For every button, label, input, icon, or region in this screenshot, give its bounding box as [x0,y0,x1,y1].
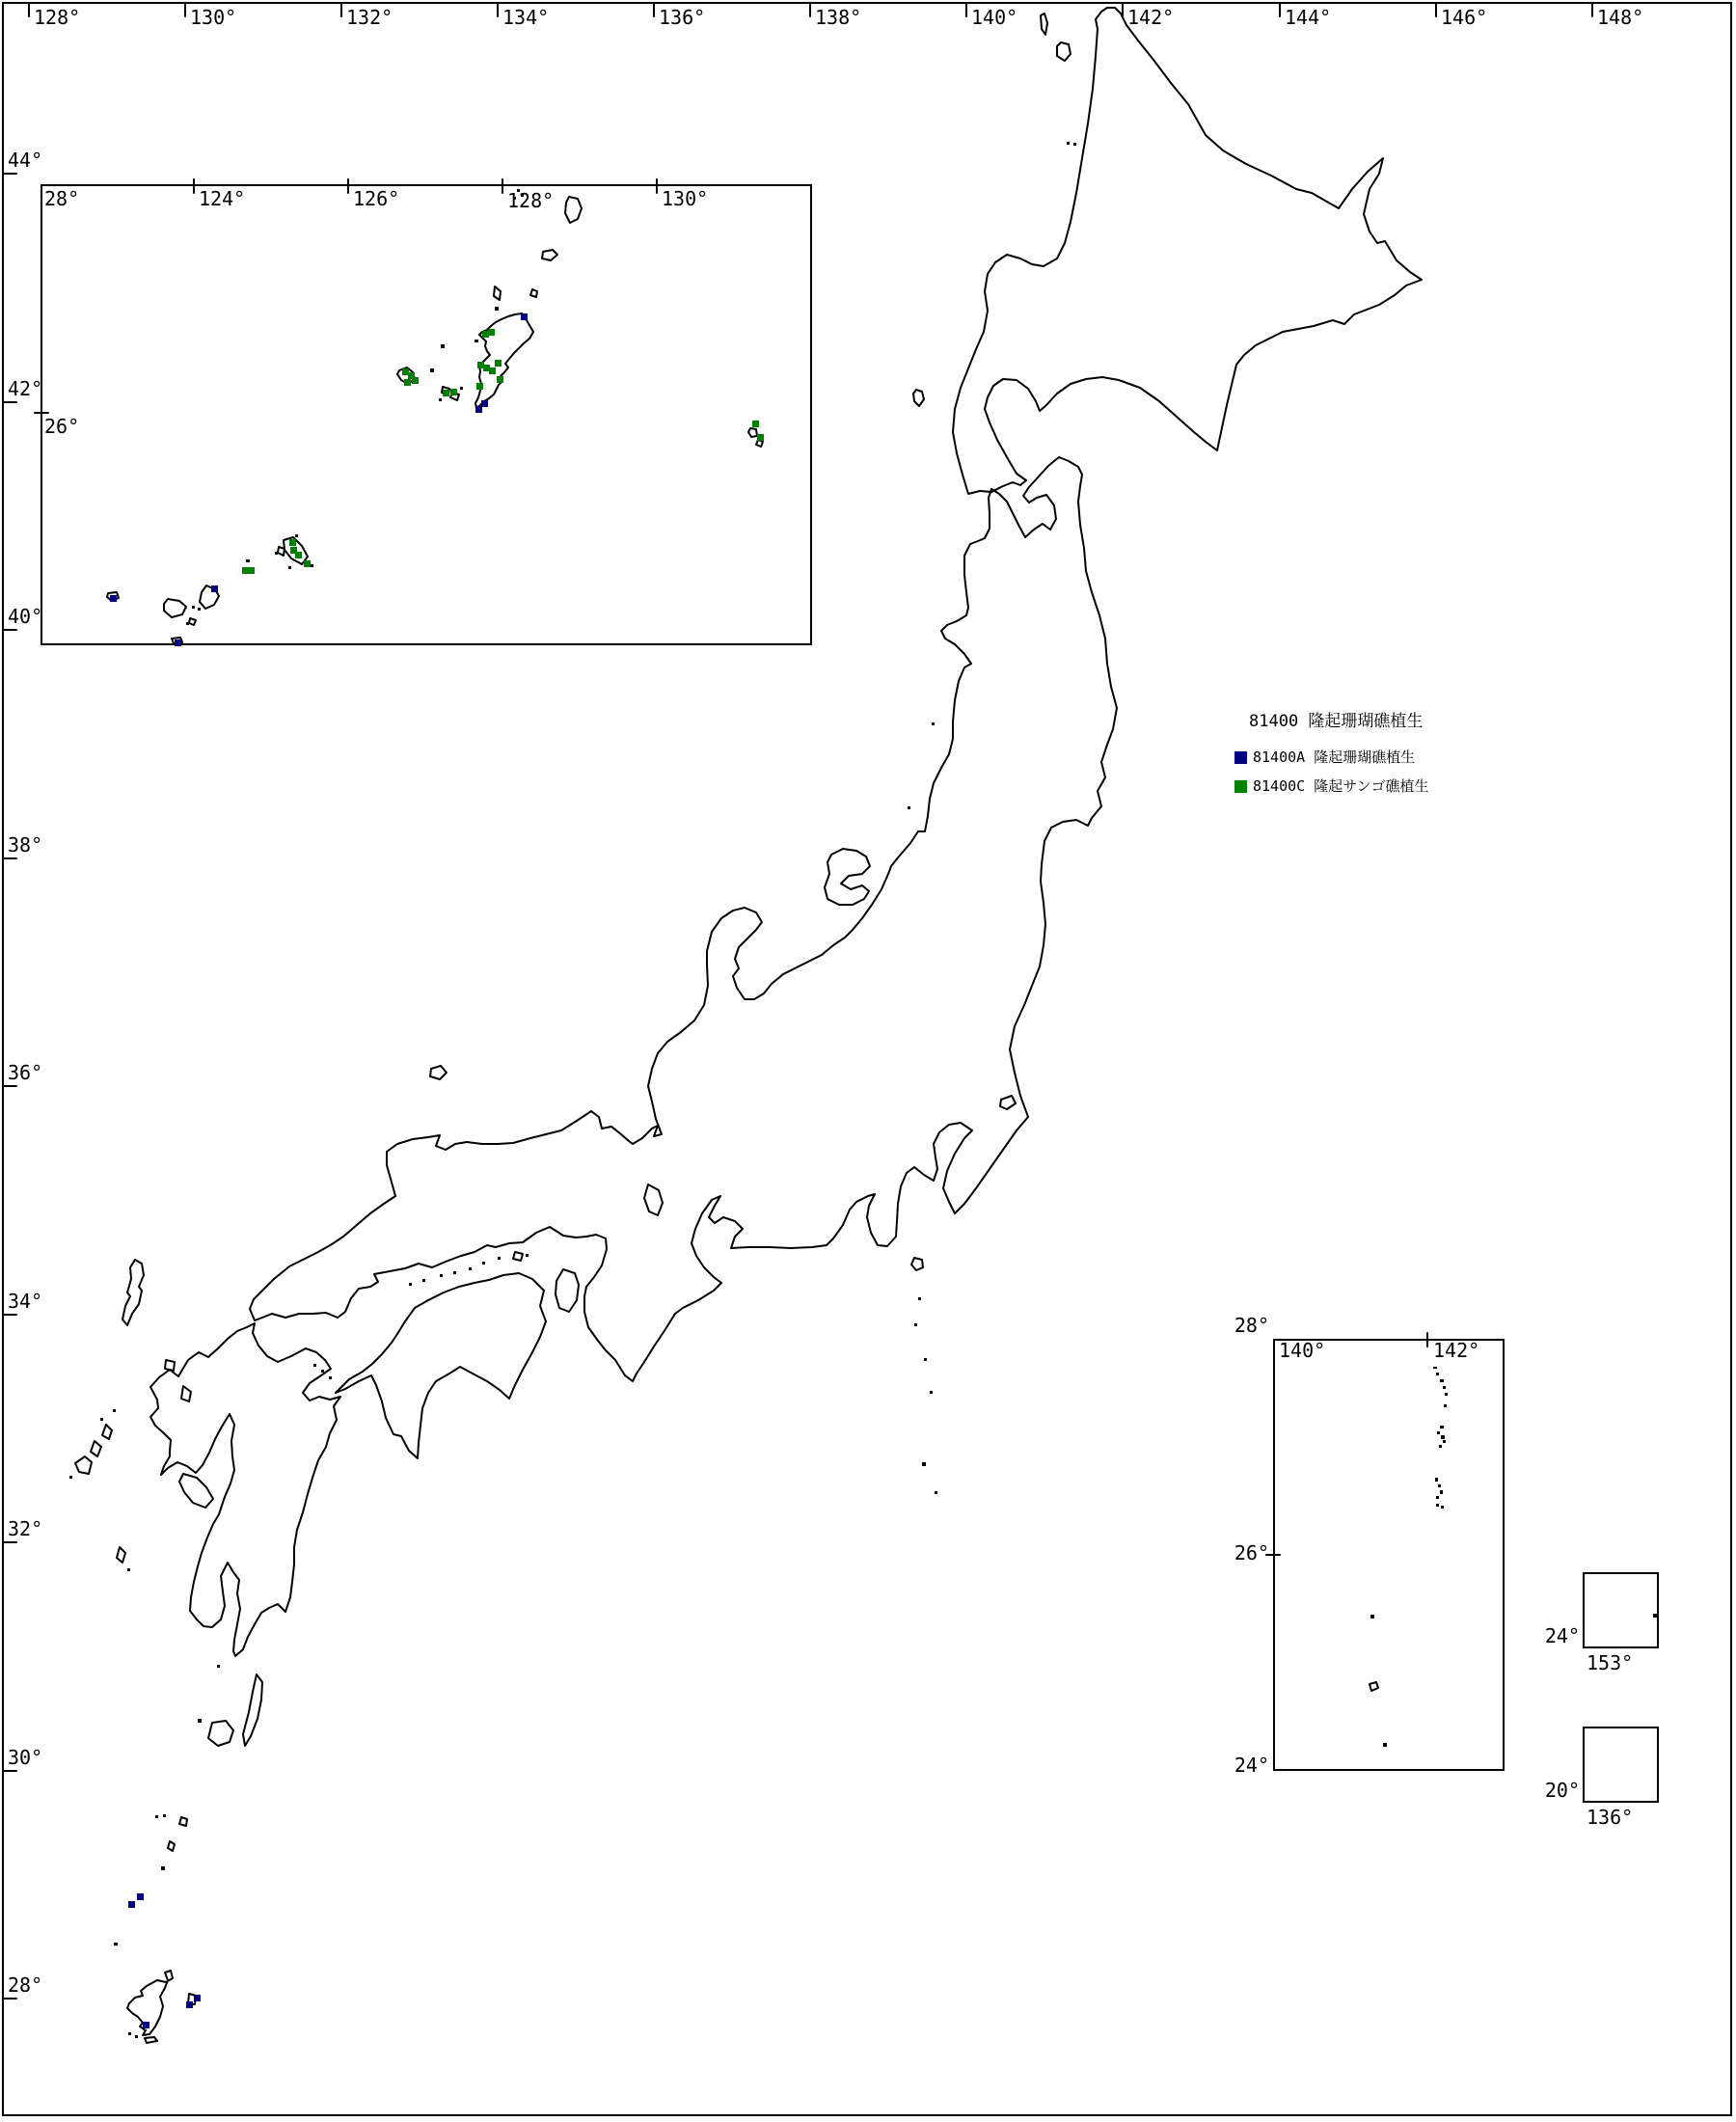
yoron-inset-outline [530,289,537,297]
okinoerabu-inset-outline [542,250,557,260]
axis-label: 40° [8,605,43,628]
distribution-marker-81400C [497,376,503,383]
axis-label: 28° [8,1973,43,1997]
axis-label: 42° [8,377,43,400]
kyushu-outline [150,1323,340,1656]
rebun-outline [1041,14,1047,35]
shodoshima-outline [513,1252,523,1261]
distribution-marker-81400A [475,406,482,413]
axis-label: 144° [1285,6,1332,29]
main-axis-ticks [3,3,1592,1999]
amami-outline [127,1971,173,2035]
awaji-outline [556,1269,579,1312]
distribution-marker-81400C [752,421,759,427]
axis-label: 26° [1234,1541,1269,1564]
distribution-marker-81400C [757,434,764,441]
kuroshima-inset-outline [189,618,196,625]
distribution-marker-81400C [248,567,255,574]
axis-label: 140° [1279,1339,1326,1362]
legend-item-81400C [1234,779,1428,794]
axis-label: 142° [1127,6,1175,29]
distribution-marker-81400A [175,639,181,646]
axis-label: 24° [1234,1754,1269,1777]
axis-label: 153° [1587,1651,1634,1674]
axis-label: 28° [44,187,80,210]
distribution-marker-81400A [211,585,218,592]
distribution-marker-81400C [476,383,483,390]
axis-label: 136° [1587,1806,1634,1829]
hirado-outline [181,1386,191,1401]
distribution-marker-81400C [443,390,449,396]
legend-item-label: 81400A 隆起珊瑚礁植生 [1253,748,1416,766]
axis-label: 140° [971,6,1018,29]
axis-label: 146° [1441,6,1488,29]
oki-outline [430,1066,447,1079]
axis-label: 32° [8,1517,43,1540]
distribution-marker-81400C [450,389,457,395]
shikoku-outline [336,1273,546,1458]
kakeroma-outline [145,2037,157,2043]
tanegashima-outline [243,1674,262,1746]
distribution-marker-81400A [521,313,528,320]
iheya-inset-outline [494,286,501,300]
axis-label: 44° [8,149,43,172]
yakushima-outline [208,1721,233,1746]
distribution-marker-81400A [194,1995,201,2001]
okinawa-inset-outline [475,313,533,408]
ryukyu-inset-ticks [35,179,657,413]
lake-biwa-outline [644,1184,663,1215]
distribution-marker-81400C [295,552,302,558]
tokara-outline [168,1817,187,1851]
tsushima-outline [122,1260,144,1325]
distribution-marker-81400C [412,377,419,384]
distribution-marker-81400C [289,539,296,546]
rishiri-outline [1057,42,1071,61]
distribution-marker-81400A [137,1893,144,1900]
legend-title: 81400 隆起珊瑚礁植生 [1249,712,1424,731]
amakusa-outline [179,1474,213,1508]
distribution-marker-81400C [488,329,495,336]
axis-label: 132° [346,6,393,29]
axis-label: 124° [199,187,246,210]
axis-label: 136° [659,6,706,29]
koshiki-outline [117,1547,125,1563]
distribution-marker-81400A [128,1901,135,1908]
axis-label: 128° [34,6,81,29]
distribution-marker-81400A [110,595,117,602]
kasumigaura-outline [1000,1096,1016,1109]
axis-label: 134° [502,6,550,29]
distribution-marker-81400C [489,367,496,374]
izu-oshima-outline [911,1258,923,1270]
axis-label: 20° [1544,1779,1580,1802]
iwojima-inset-outline [1370,1682,1378,1691]
axis-label: 138° [815,6,862,29]
tokunoshima-inset-outline [565,197,582,223]
sado-outline [825,849,870,905]
legend-color-swatch-81400A [1234,751,1247,764]
okushiri-outline [913,390,924,406]
hokkaido-outline [953,8,1422,494]
axis-label: 128° [507,189,555,212]
axis-label: 26° [44,415,80,438]
honshu-outline [250,457,1117,1381]
distribution-marker-81400A [186,2001,193,2008]
distribution-marker-81400C [304,560,311,567]
distribution-marker-81400A [481,400,488,407]
iriomote-inset-outline [164,599,186,617]
axis-label: 130° [190,6,237,29]
axis-label: 38° [8,833,43,857]
axis-label: 130° [662,187,709,210]
island-specks [69,142,1657,2038]
axis-label: 34° [8,1290,43,1313]
axis-label: 30° [8,1746,43,1769]
legend-item-label: 81400C 隆起サンゴ礁植生 [1253,777,1429,795]
distribution-marker-81400A [143,2022,149,2028]
distribution-marker-81400C [404,379,411,386]
iki-outline [165,1360,175,1371]
axis-label: 28° [1234,1314,1269,1337]
axis-label: 36° [8,1061,43,1084]
axis-label: 126° [353,187,400,210]
ogasawara-inset-ticks [1266,1333,1427,1555]
legend-item-81400A [1234,750,1415,765]
legend-color-swatch-81400C [1234,780,1247,793]
axis-label: 148° [1597,6,1644,29]
distribution-marker-81400C [495,360,502,367]
axis-label: 24° [1544,1624,1580,1647]
goto-outline [75,1425,112,1474]
axis-label: 142° [1433,1339,1480,1362]
